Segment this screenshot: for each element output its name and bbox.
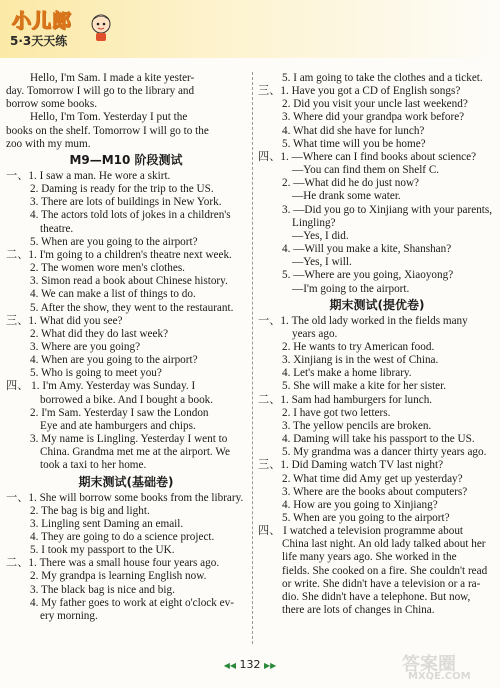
- answer-line: 5. My grandma was a dancer thirty years ago.: [282, 446, 487, 459]
- answer-line: 3. The black bag is nice and big.: [30, 583, 175, 596]
- answer-line: 2. —What did he do just now?: [282, 177, 420, 190]
- answer-line: life many years ago. She worked in the: [282, 551, 457, 564]
- answer-line: 3. —Did you go to Xinjiang with your parents,: [282, 203, 493, 216]
- answer-line: borrow some books.: [6, 98, 98, 111]
- answer-line: zoo with my mum.: [6, 137, 91, 150]
- answer-line: —I'm going to the airport.: [292, 282, 410, 295]
- answer-line: —You can find them on Shelf C.: [292, 164, 440, 177]
- answer-line: 3. There are lots of buildings in New York.: [30, 196, 222, 209]
- section-heading: 期末测试(基础卷): [78, 474, 174, 489]
- answer-line: 4. My father goes to work at eight o'clock ev-: [30, 596, 234, 609]
- watermark-url: MXQE.COM: [408, 671, 471, 682]
- section-heading: M9—M10 阶段测试: [69, 152, 183, 167]
- answer-line: 3. Where did your grandpa work before?: [282, 111, 465, 124]
- answer-line: 三、1. What did you see?: [6, 314, 123, 327]
- watermark-logo: [402, 650, 494, 684]
- answer-line: 三、1. Have you got a CD of English songs?: [258, 85, 461, 98]
- answer-line: years ago.: [292, 327, 338, 340]
- answer-line: 4. What did she have for lunch?: [282, 124, 425, 137]
- answer-line: Hello, I'm Tom. Yesterday I put the: [30, 111, 188, 124]
- answer-line: China last night. An old lady talked about her: [282, 538, 486, 551]
- answer-column-right: [258, 72, 496, 617]
- answer-line: 5. —Where are you going, Xiaoyong?: [282, 269, 454, 282]
- brand-logo-title: 小儿郎: [12, 10, 73, 32]
- answer-line: Hello, I'm Sam. I made a kite yester-: [30, 72, 195, 84]
- answer-line: Eye and ate hamburgers and chips.: [40, 419, 196, 432]
- answer-line: or write. She didn't have a television or a ra-: [282, 577, 481, 590]
- answer-line: China. Grandma met me at the airport. We: [40, 446, 230, 459]
- answer-line: 4. When are you going to the airport?: [30, 354, 198, 367]
- answer-line: Lingling?: [292, 216, 336, 229]
- answer-line: ery morning.: [40, 609, 98, 622]
- answer-line: 4. Let's make a home library.: [282, 367, 412, 380]
- answer-line: 5. When are you going to the airport?: [282, 512, 450, 524]
- answer-line: —Yes, I did.: [292, 229, 349, 242]
- answer-line: dio. She didn't have a telephone. But now,: [282, 590, 471, 603]
- answer-line: 3. Lingling sent Daming an email.: [30, 517, 184, 530]
- answer-line: —Yes, I will.: [292, 256, 352, 269]
- answer-line: 5. She will make a kite for her sister.: [282, 380, 447, 393]
- column-divider: [252, 72, 253, 644]
- answer-line: there are lots of changes in China.: [282, 604, 435, 617]
- answer-line: books on the shelf. Tomorrow I will go to the: [6, 124, 209, 137]
- answer-line: 4. They are going to do a science project.: [30, 531, 215, 543]
- answer-line: 3. Where are the books about computers?: [282, 485, 468, 498]
- answer-line: 4. Daming will take his passport to the US.: [282, 433, 475, 446]
- answer-line: 一、1. She will borrow some books from the library.: [6, 491, 244, 504]
- next-page-icon: ▶▶: [264, 661, 277, 670]
- answer-line: 二、1. There was a small house four years ago.: [6, 557, 220, 570]
- answer-line: 2. My grandpa is learning English now.: [30, 570, 207, 583]
- answer-line: 3. Where are you going?: [30, 340, 141, 353]
- answer-line: 5. After the show, they went to the restaurant.: [30, 301, 234, 314]
- answer-line: 一、1. I saw a man. He wore a skirt.: [6, 169, 171, 182]
- answer-line: 四、1. —Where can I find books about science?: [258, 150, 477, 163]
- answer-line: 3. The yellow pencils are broken.: [282, 419, 432, 432]
- answer-line: 4. The actors told lots of jokes in a children's: [30, 209, 231, 222]
- answer-line: fields. She cooked on a fire. She couldn't read: [282, 564, 488, 577]
- answer-line: 5. When are you going to the airport?: [30, 235, 198, 248]
- answer-line: 5. I took my passport to the UK.: [30, 544, 175, 557]
- answer-line: 2. The women wore men's clothes.: [30, 262, 185, 275]
- answer-line: 2. Did you visit your uncle last weekend?: [282, 98, 468, 111]
- answer-line: 2. The bag is big and light.: [30, 504, 150, 517]
- answer-line: theatre.: [40, 222, 74, 235]
- mascot-icon: [88, 12, 114, 42]
- answer-line: 2. What time did Amy get up yesterday?: [282, 472, 463, 485]
- answer-line: 2. I'm Sam. Yesterday I saw the London: [30, 406, 209, 419]
- answer-line: 二、1. Sam had hamburgers for lunch.: [258, 393, 433, 406]
- answer-column-left: [6, 72, 246, 623]
- answer-line: 4. —Will you make a kite, Shanshan?: [282, 243, 452, 256]
- section-heading: 期末测试(提优卷): [329, 297, 425, 312]
- answer-line: 2. I have got two letters.: [282, 406, 391, 419]
- answer-line: 3. My name is Lingling. Yesterday I went to: [30, 433, 228, 446]
- answer-line: 3. Simon read a book about Chinese history.: [30, 275, 228, 288]
- answer-line: day. Tomorrow I will go to the library and: [6, 85, 195, 98]
- answer-line: 5. What time will you be home?: [282, 137, 426, 150]
- answer-line: 5. I am going to take the clothes and a ticket.: [282, 72, 483, 84]
- brand-logo: [8, 4, 118, 54]
- answer-line: 4. We can make a list of things to do.: [30, 288, 196, 301]
- answer-line: 二、1. I'm going to a children's theatre next week.: [6, 248, 232, 261]
- answer-line: 一、1. The old lady worked in the fields many: [258, 314, 468, 327]
- answer-line: —He drank some water.: [292, 190, 401, 203]
- answer-line: borrowed a bike. And I bought a book.: [40, 393, 214, 406]
- answer-line: 3. Xinjiang is in the west of China.: [282, 354, 439, 367]
- watermark-title: 答案圈: [402, 654, 456, 675]
- answer-line: 4. How are you going to Xinjiang?: [282, 498, 438, 511]
- answer-line: 四、 1. I'm Amy. Yesterday was Sunday. I: [6, 380, 196, 393]
- answer-line: 5. Who is going to meet you?: [30, 367, 162, 380]
- prev-page-icon: ◀◀: [223, 661, 236, 670]
- answer-line: 三、1. Did Daming watch TV last night?: [258, 459, 444, 472]
- answer-line: 四、 I watched a television programme about: [258, 525, 464, 538]
- answer-line: took a taxi to her home.: [40, 459, 147, 472]
- brand-logo-subtitle: 5·3天天练: [10, 34, 68, 48]
- answer-line: 2. He wants to try American food.: [282, 340, 435, 353]
- answer-line: 2. What did they do last week?: [30, 327, 169, 340]
- page-number: 132: [239, 658, 261, 671]
- answer-line: 2. Daming is ready for the trip to the US.: [30, 183, 214, 196]
